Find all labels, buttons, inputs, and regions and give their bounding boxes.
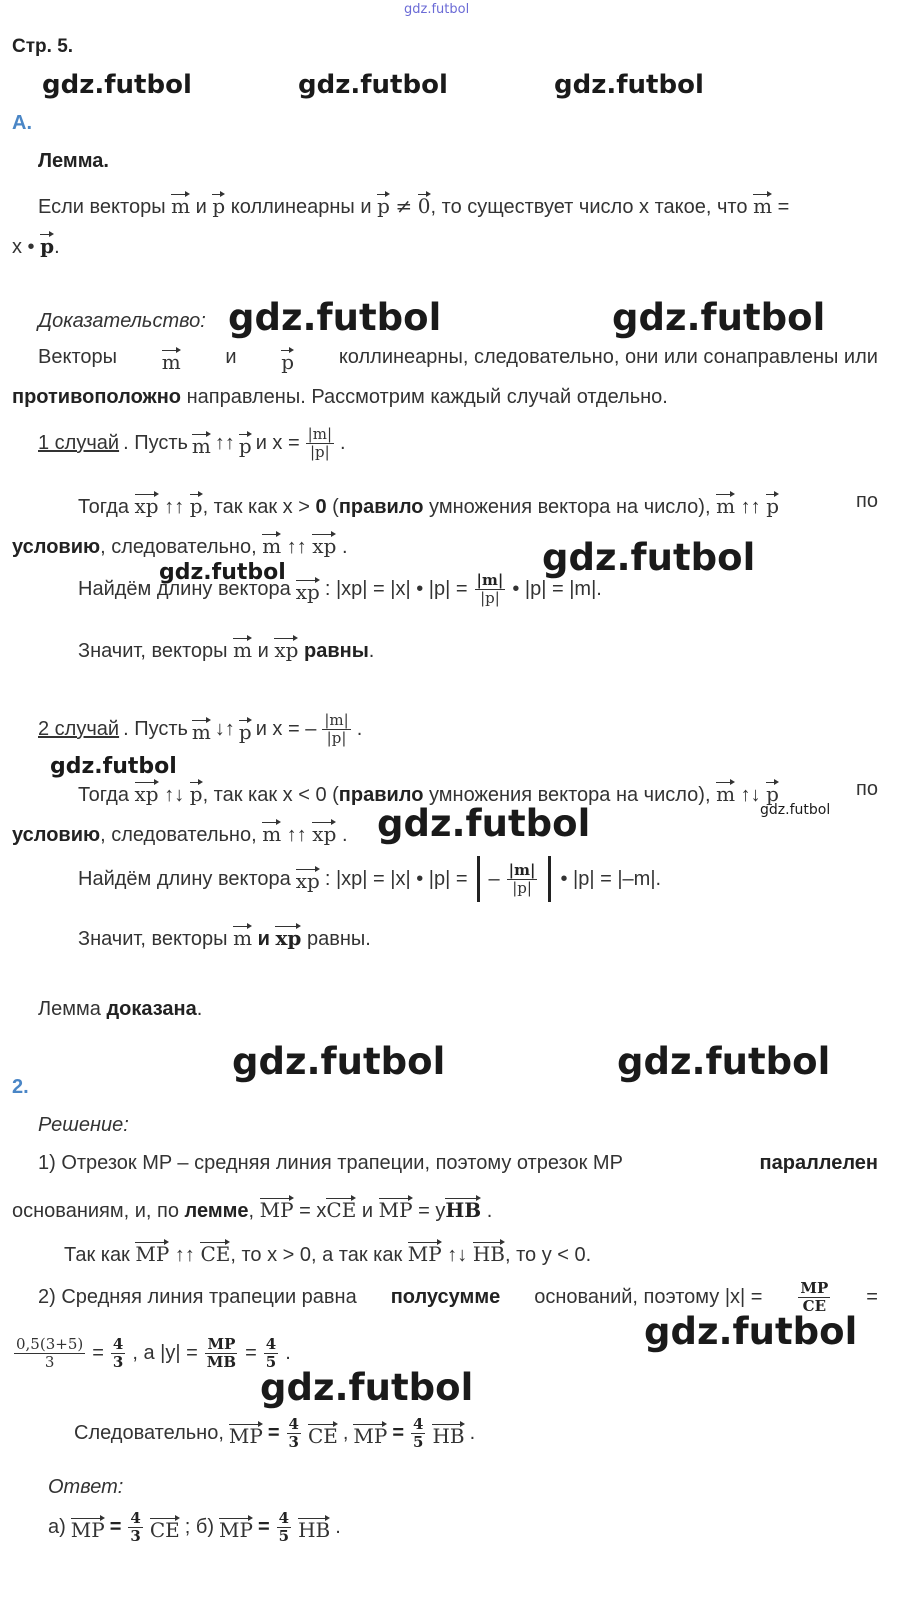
fraction: $\frac{MP}{MB}$: [206, 1335, 237, 1371]
fraction: $\frac{4}{3}$: [112, 1335, 124, 1371]
solution-line3: Так как MP ↑↑ CE, то x > 0, а так как MP ↑↓ HB, то y < 0.: [64, 1238, 591, 1267]
watermark: gdz.futbol: [228, 296, 442, 339]
vector-p: p: [212, 190, 225, 218]
fraction: $\frac{4}{5}$: [278, 1509, 290, 1545]
vector-p: p: [766, 490, 779, 518]
case2-intro: 2 случай . Пусть m ↓↑ p и x = – $\frac{|m|}{|p|}$ .: [38, 711, 363, 747]
fraction: $\frac{|m|}{|p|}$: [508, 860, 536, 897]
lemma-proved: Лемма доказана.: [38, 998, 203, 1020]
watermark: gdz.futbol: [612, 296, 826, 339]
case1-length: Найдём длину вектора xp : |xp| = |x| • |p| = $\frac{|m|}{|p|}$ • |p| = |m|.: [78, 571, 602, 607]
vector-xp: xp: [274, 634, 298, 662]
solution-line5: $\frac{0,5(3+5)}{3}$ = $\frac{4}{3}$ , а |y| = $\frac{MP}{MB}$ = $\frac{4}{5}$ .: [16, 1335, 291, 1371]
solution-line1: 1) Отрезок MP – средняя линия трапеции, поэтому отрезок MP параллелен: [38, 1152, 878, 1174]
vector-m: m: [716, 778, 735, 806]
case2-conseq: условию, следовательно, m ↑↑ xp .: [12, 818, 348, 847]
fraction: $\frac{0,5(3+5)}{3}$: [16, 1335, 84, 1371]
vector-xp: xp: [312, 530, 336, 558]
vector-xp: xp: [296, 576, 320, 604]
fraction: $\frac{4}{5}$: [265, 1335, 277, 1371]
vector-xp: xp: [275, 922, 301, 950]
vector-ce: CE: [150, 1514, 180, 1542]
fraction: $\frac{4}{3}$: [288, 1415, 299, 1451]
lemma-title: Лемма.: [38, 150, 109, 172]
abs-bar: [477, 856, 480, 902]
watermark: gdz.futbol: [50, 754, 177, 779]
vector-zero: 0: [418, 190, 431, 218]
page-label: Стр. 5.: [12, 36, 74, 57]
watermark: gdz.futbol: [542, 536, 756, 579]
proof-line2: противоположно направлены. Рассмотрим каждый случай отдельно.: [12, 386, 668, 408]
vector-m: m: [262, 530, 281, 558]
watermark: gdz.futbol: [298, 70, 448, 100]
vector-xp: xp: [135, 778, 159, 806]
fraction: $\frac{|m|}{|p|}$: [307, 425, 333, 461]
case1-then: Тогда xp ↑↑ p, так как x > 0 (правило умножения вектора на число), m ↑↑ p по: [78, 490, 878, 518]
proof-line1: Векторы m и p коллинеарны, следовательно, они или сонаправлены или: [38, 346, 878, 374]
solution-line2: основаниям, и, по лемме, MP = xCE и MP = yHB .: [12, 1194, 492, 1223]
vector-p: p: [190, 778, 203, 806]
vector-p: p: [281, 346, 294, 374]
vector-mp: MP: [260, 1194, 294, 1222]
watermark: gdz.futbol: [617, 1040, 831, 1083]
vector-mp: MP: [71, 1514, 105, 1542]
watermark: gdz.futbol: [760, 802, 831, 818]
solution-line6: Следовательно, MP = $\frac{4}{3}$ CE , MP = $\frac{4}{5}$ HB .: [74, 1415, 476, 1451]
vector-p: p: [377, 190, 390, 218]
watermark: gdz.futbol: [644, 1310, 858, 1353]
vector-hb: HB: [473, 1238, 505, 1266]
vector-m: m: [233, 922, 252, 950]
vector-mp: MP: [379, 1194, 413, 1222]
fraction: $\frac{4}{3}$: [130, 1509, 141, 1545]
lemma-statement-line1: Если векторы m и p коллинеарны и p ≠ 0, то существует число x такое, что m =: [38, 190, 878, 219]
abs-bar: [548, 856, 551, 902]
vector-p: p: [190, 490, 203, 518]
case1-hence: Значит, векторы m и xp равны.: [78, 634, 374, 663]
case1-intro: 1 случай . Пусть m ↑↑ p и x = $\frac{|m|}{|p|}$ .: [38, 425, 346, 461]
watermark: gdz.futbol: [260, 1366, 474, 1409]
vector-m: m: [171, 190, 190, 218]
watermark: gdz.futbol: [377, 802, 591, 845]
vector-ce: CE: [308, 1420, 338, 1448]
vector-ce: CE: [200, 1238, 230, 1266]
vector-hb: HB: [432, 1420, 464, 1448]
vector-hb: HB: [298, 1514, 330, 1542]
section-2-label: 2.: [12, 1076, 29, 1098]
watermark: gdz.futbol: [554, 70, 704, 100]
case1-conseq: условию, следовательно, m ↑↑ xp .: [12, 530, 348, 559]
watermark-top: gdz.futbol: [404, 2, 470, 17]
solution-line4: 2) Средняя линия трапеции равна полусумме оснований, поэтому |x| = $\frac{MP}{CE}$ =: [38, 1279, 878, 1315]
vector-p: p: [766, 778, 779, 806]
fraction: $\frac{MP}{CE}$: [800, 1279, 829, 1315]
fraction: $\frac{|m|}{|p|}$: [324, 711, 349, 747]
vector-m: m: [233, 634, 252, 662]
lemma-statement-line2: x • p.: [12, 230, 60, 259]
section-a-label: А.: [12, 112, 32, 134]
vector-p: p: [239, 430, 252, 458]
proof-title: Доказательство:: [38, 310, 206, 332]
vector-mp: MP: [408, 1238, 442, 1266]
vector-p: p: [239, 716, 252, 744]
fraction: $\frac{4}{5}$: [413, 1415, 424, 1451]
vector-mp: MP: [219, 1514, 253, 1542]
vector-m: m: [162, 346, 181, 374]
solution-title: Решение:: [38, 1114, 129, 1136]
watermark: gdz.futbol: [159, 560, 286, 585]
vector-m: m: [192, 716, 211, 744]
vector-m: m: [192, 430, 211, 458]
watermark: gdz.futbol: [232, 1040, 446, 1083]
case2-then: Тогда xp ↑↓ p, так как x < 0 (правило умножения вектора на число), m ↑↓ p по: [78, 778, 878, 806]
vector-mp: MP: [353, 1420, 387, 1448]
watermark: gdz.futbol: [42, 70, 192, 100]
vector-mp: MP: [135, 1238, 169, 1266]
answer-line: а) MP = $\frac{4}{3}$ CE ; б) MP = $\frac{4}{5}$ HB .: [48, 1509, 341, 1545]
vector-p: p: [40, 230, 54, 258]
vector-xp: xp: [135, 490, 159, 518]
vector-m: m: [753, 190, 772, 218]
vector-m: m: [262, 818, 281, 846]
case2-length: Найдём длину вектора xp : |xp| = |x| • |p| = – $\frac{|m|}{|p|}$ • |p| = |–m|.: [78, 856, 661, 902]
vector-xp: xp: [296, 865, 320, 893]
vector-mp: MP: [229, 1420, 263, 1448]
answer-title: Ответ:: [48, 1476, 124, 1498]
vector-m: m: [716, 490, 735, 518]
case2-hence: Значит, векторы m и xp равны.: [78, 922, 371, 951]
vector-ce: CE: [326, 1194, 356, 1222]
vector-xp: xp: [312, 818, 336, 846]
vector-hb: HB: [445, 1194, 481, 1222]
fraction: $\frac{|m|}{|p|}$: [476, 571, 504, 607]
